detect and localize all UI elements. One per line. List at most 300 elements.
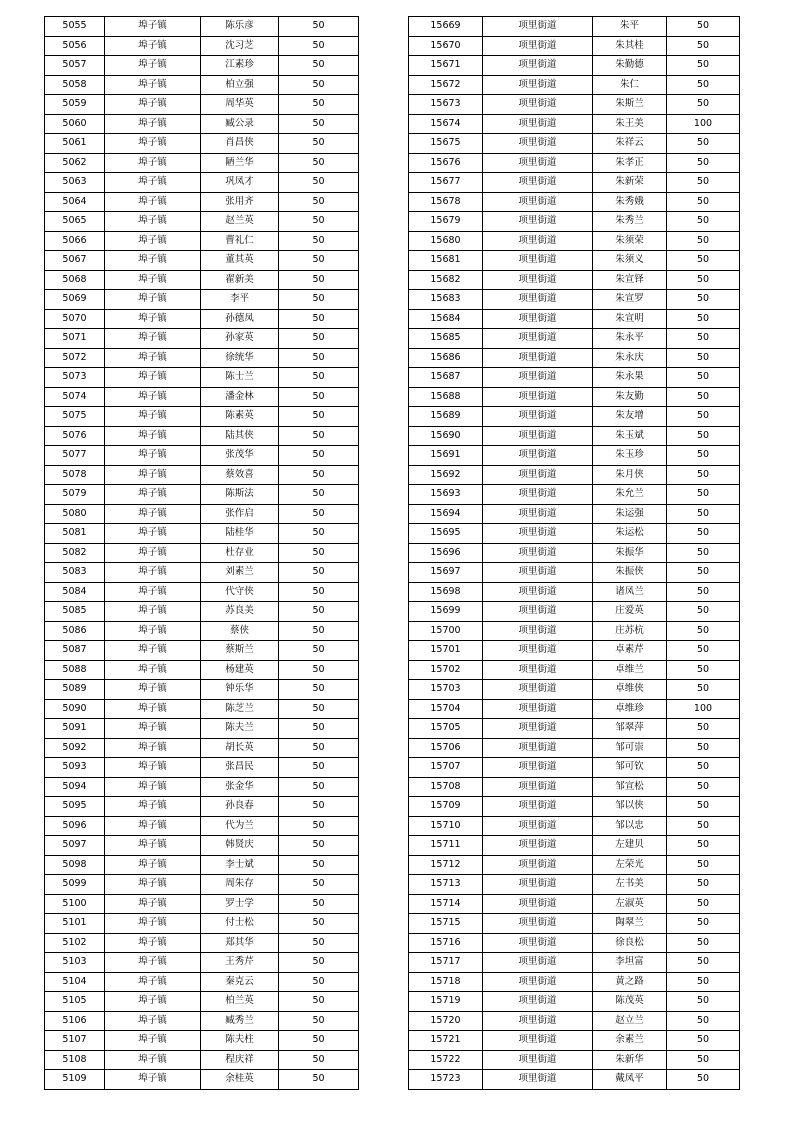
amount-cell: 50 bbox=[667, 563, 740, 583]
town-name-cell: 项里街道 bbox=[483, 465, 593, 485]
table-row bbox=[409, 1050, 740, 1070]
table-row bbox=[409, 153, 740, 173]
table-row bbox=[45, 504, 359, 524]
person-name-cell: 张昌民 bbox=[201, 758, 279, 778]
town-name-cell: 埠子镇 bbox=[105, 426, 201, 446]
town-name-cell: 项里街道 bbox=[483, 75, 593, 95]
row-number-cell: 15686 bbox=[409, 348, 483, 368]
town-name-cell: 项里街道 bbox=[483, 114, 593, 134]
row-number-cell: 15688 bbox=[409, 387, 483, 407]
table-row bbox=[409, 992, 740, 1012]
row-number-cell: 5087 bbox=[45, 641, 105, 661]
table-row bbox=[45, 348, 359, 368]
person-name-cell: 巩凤才 bbox=[201, 173, 279, 193]
amount-cell: 50 bbox=[279, 407, 359, 427]
person-name-cell: 孙良春 bbox=[201, 797, 279, 817]
table-row bbox=[409, 933, 740, 953]
amount-cell: 50 bbox=[279, 56, 359, 76]
amount-cell: 50 bbox=[279, 446, 359, 466]
table-row bbox=[409, 173, 740, 193]
row-number-cell: 15707 bbox=[409, 758, 483, 778]
amount-cell: 50 bbox=[667, 251, 740, 271]
amount-cell: 50 bbox=[279, 582, 359, 602]
person-name-cell: 罗士学 bbox=[201, 894, 279, 914]
person-name-cell: 秦克云 bbox=[201, 972, 279, 992]
person-name-cell: 邹宣松 bbox=[593, 777, 667, 797]
row-number-cell: 5062 bbox=[45, 153, 105, 173]
person-name-cell: 朱永庆 bbox=[593, 348, 667, 368]
table-row bbox=[409, 504, 740, 524]
row-number-cell: 15711 bbox=[409, 836, 483, 856]
table-row bbox=[45, 621, 359, 641]
amount-cell: 50 bbox=[279, 875, 359, 895]
row-number-cell: 15709 bbox=[409, 797, 483, 817]
town-name-cell: 项里街道 bbox=[483, 1011, 593, 1031]
table-row bbox=[45, 95, 359, 115]
table-row bbox=[409, 1011, 740, 1031]
amount-cell: 50 bbox=[279, 95, 359, 115]
person-name-cell: 陈夫兰 bbox=[201, 719, 279, 739]
person-name-cell: 苏良美 bbox=[201, 602, 279, 622]
table-row bbox=[409, 251, 740, 271]
table-row bbox=[409, 1031, 740, 1051]
person-name-cell: 朱须义 bbox=[593, 251, 667, 271]
town-name-cell: 项里街道 bbox=[483, 1070, 593, 1090]
person-name-cell: 朱玉斌 bbox=[593, 426, 667, 446]
person-name-cell: 朱新荣 bbox=[593, 173, 667, 193]
table-row bbox=[409, 738, 740, 758]
town-name-cell: 项里街道 bbox=[483, 173, 593, 193]
amount-cell: 50 bbox=[667, 855, 740, 875]
town-name-cell: 项里街道 bbox=[483, 933, 593, 953]
town-name-cell: 项里街道 bbox=[483, 875, 593, 895]
town-name-cell: 项里街道 bbox=[483, 582, 593, 602]
row-number-cell: 15670 bbox=[409, 36, 483, 56]
person-name-cell: 郑其华 bbox=[201, 933, 279, 953]
table-row bbox=[409, 641, 740, 661]
row-number-cell: 5063 bbox=[45, 173, 105, 193]
row-number-cell: 5096 bbox=[45, 816, 105, 836]
amount-cell: 50 bbox=[667, 933, 740, 953]
person-name-cell: 朱永平 bbox=[593, 329, 667, 349]
row-number-cell: 15696 bbox=[409, 543, 483, 563]
amount-cell: 50 bbox=[667, 777, 740, 797]
row-number-cell: 15683 bbox=[409, 290, 483, 310]
person-name-cell: 余素兰 bbox=[593, 1031, 667, 1051]
town-name-cell: 埠子镇 bbox=[105, 446, 201, 466]
row-number-cell: 15679 bbox=[409, 212, 483, 232]
person-name-cell: 张用齐 bbox=[201, 192, 279, 212]
town-name-cell: 项里街道 bbox=[483, 95, 593, 115]
row-number-cell: 5070 bbox=[45, 309, 105, 329]
town-name-cell: 埠子镇 bbox=[105, 836, 201, 856]
row-number-cell: 15697 bbox=[409, 563, 483, 583]
table-row bbox=[45, 231, 359, 251]
table-row bbox=[45, 875, 359, 895]
table-row bbox=[45, 914, 359, 934]
row-number-cell: 5108 bbox=[45, 1050, 105, 1070]
amount-cell: 50 bbox=[279, 348, 359, 368]
amount-cell: 50 bbox=[667, 621, 740, 641]
person-name-cell: 徐统华 bbox=[201, 348, 279, 368]
row-number-cell: 5102 bbox=[45, 933, 105, 953]
person-name-cell: 程庆祥 bbox=[201, 1050, 279, 1070]
person-name-cell: 朱月侠 bbox=[593, 465, 667, 485]
town-name-cell: 埠子镇 bbox=[105, 348, 201, 368]
row-number-cell: 15694 bbox=[409, 504, 483, 524]
amount-cell: 50 bbox=[667, 426, 740, 446]
row-number-cell: 15702 bbox=[409, 660, 483, 680]
row-number-cell: 5071 bbox=[45, 329, 105, 349]
person-name-cell: 胡长英 bbox=[201, 738, 279, 758]
table-row bbox=[409, 777, 740, 797]
town-name-cell: 埠子镇 bbox=[105, 543, 201, 563]
table-row bbox=[45, 1011, 359, 1031]
amount-cell: 50 bbox=[279, 894, 359, 914]
row-number-cell: 5091 bbox=[45, 719, 105, 739]
town-name-cell: 项里街道 bbox=[483, 719, 593, 739]
amount-cell: 50 bbox=[279, 738, 359, 758]
amount-cell: 50 bbox=[667, 758, 740, 778]
person-name-cell: 刘素兰 bbox=[201, 563, 279, 583]
table-row bbox=[45, 56, 359, 76]
person-name-cell: 张作启 bbox=[201, 504, 279, 524]
table-row bbox=[45, 17, 359, 37]
row-number-cell: 5105 bbox=[45, 992, 105, 1012]
town-name-cell: 项里街道 bbox=[483, 621, 593, 641]
table-row bbox=[409, 95, 740, 115]
town-name-cell: 项里街道 bbox=[483, 231, 593, 251]
town-name-cell: 项里街道 bbox=[483, 699, 593, 719]
person-name-cell: 左书美 bbox=[593, 875, 667, 895]
table-row bbox=[45, 387, 359, 407]
row-number-cell: 5074 bbox=[45, 387, 105, 407]
amount-cell: 50 bbox=[279, 602, 359, 622]
table-row bbox=[45, 173, 359, 193]
amount-cell: 50 bbox=[279, 465, 359, 485]
town-name-cell: 埠子镇 bbox=[105, 602, 201, 622]
amount-cell: 50 bbox=[667, 270, 740, 290]
person-name-cell: 朱平 bbox=[593, 17, 667, 37]
town-name-cell: 项里街道 bbox=[483, 36, 593, 56]
town-name-cell: 埠子镇 bbox=[105, 17, 201, 37]
table-row bbox=[409, 56, 740, 76]
row-number-cell: 5066 bbox=[45, 231, 105, 251]
table-row bbox=[45, 270, 359, 290]
row-number-cell: 15691 bbox=[409, 446, 483, 466]
row-number-cell: 5059 bbox=[45, 95, 105, 115]
amount-cell: 50 bbox=[279, 368, 359, 388]
town-name-cell: 埠子镇 bbox=[105, 465, 201, 485]
table-row bbox=[45, 368, 359, 388]
amount-cell: 50 bbox=[667, 348, 740, 368]
town-name-cell: 项里街道 bbox=[483, 270, 593, 290]
row-number-cell: 15692 bbox=[409, 465, 483, 485]
person-name-cell: 邹可崇 bbox=[593, 738, 667, 758]
amount-cell: 50 bbox=[667, 894, 740, 914]
person-name-cell: 陈士兰 bbox=[201, 368, 279, 388]
person-name-cell: 邹可钦 bbox=[593, 758, 667, 778]
person-name-cell: 陈斯法 bbox=[201, 485, 279, 505]
town-name-cell: 项里街道 bbox=[483, 641, 593, 661]
person-name-cell: 蔡效喜 bbox=[201, 465, 279, 485]
table-row bbox=[45, 777, 359, 797]
person-name-cell: 陶翠兰 bbox=[593, 914, 667, 934]
row-number-cell: 5100 bbox=[45, 894, 105, 914]
person-name-cell: 李平 bbox=[201, 290, 279, 310]
table-row bbox=[45, 426, 359, 446]
row-number-cell: 15698 bbox=[409, 582, 483, 602]
amount-cell: 50 bbox=[279, 524, 359, 544]
amount-cell: 50 bbox=[279, 1050, 359, 1070]
table-row bbox=[409, 758, 740, 778]
person-name-cell: 柏兰英 bbox=[201, 992, 279, 1012]
table-row bbox=[45, 524, 359, 544]
town-name-cell: 项里街道 bbox=[483, 387, 593, 407]
row-number-cell: 5077 bbox=[45, 446, 105, 466]
row-number-cell: 5073 bbox=[45, 368, 105, 388]
amount-cell: 50 bbox=[279, 816, 359, 836]
row-number-cell: 5057 bbox=[45, 56, 105, 76]
table-row bbox=[409, 329, 740, 349]
person-name-cell: 卓维兰 bbox=[593, 660, 667, 680]
row-number-cell: 15690 bbox=[409, 426, 483, 446]
town-name-cell: 埠子镇 bbox=[105, 738, 201, 758]
row-number-cell: 5055 bbox=[45, 17, 105, 37]
table-row bbox=[409, 972, 740, 992]
amount-cell: 50 bbox=[667, 56, 740, 76]
table-row bbox=[409, 855, 740, 875]
table-row bbox=[45, 894, 359, 914]
table-row bbox=[45, 251, 359, 271]
row-number-cell: 15701 bbox=[409, 641, 483, 661]
person-name-cell: 朱运松 bbox=[593, 524, 667, 544]
row-number-cell: 15712 bbox=[409, 855, 483, 875]
town-name-cell: 埠子镇 bbox=[105, 114, 201, 134]
amount-cell: 50 bbox=[279, 1070, 359, 1090]
amount-cell: 50 bbox=[667, 36, 740, 56]
town-name-cell: 项里街道 bbox=[483, 777, 593, 797]
table-row bbox=[45, 660, 359, 680]
table-row bbox=[45, 738, 359, 758]
amount-cell: 50 bbox=[279, 114, 359, 134]
row-number-cell: 5094 bbox=[45, 777, 105, 797]
town-name-cell: 埠子镇 bbox=[105, 699, 201, 719]
town-name-cell: 埠子镇 bbox=[105, 777, 201, 797]
amount-cell: 50 bbox=[667, 134, 740, 154]
town-name-cell: 埠子镇 bbox=[105, 582, 201, 602]
person-name-cell: 朱友勤 bbox=[593, 387, 667, 407]
table-row bbox=[409, 36, 740, 56]
amount-cell: 50 bbox=[279, 797, 359, 817]
row-number-cell: 15721 bbox=[409, 1031, 483, 1051]
person-name-cell: 韩贤庆 bbox=[201, 836, 279, 856]
town-name-cell: 埠子镇 bbox=[105, 894, 201, 914]
town-name-cell: 项里街道 bbox=[483, 524, 593, 544]
town-name-cell: 项里街道 bbox=[483, 894, 593, 914]
amount-cell: 50 bbox=[667, 75, 740, 95]
table-row bbox=[409, 192, 740, 212]
town-name-cell: 项里街道 bbox=[483, 738, 593, 758]
amount-cell: 50 bbox=[279, 290, 359, 310]
person-name-cell: 陈茂英 bbox=[593, 992, 667, 1012]
amount-cell: 50 bbox=[667, 465, 740, 485]
town-name-cell: 埠子镇 bbox=[105, 329, 201, 349]
table-row bbox=[45, 933, 359, 953]
amount-cell: 50 bbox=[279, 953, 359, 973]
row-number-cell: 15687 bbox=[409, 368, 483, 388]
table-row bbox=[45, 407, 359, 427]
row-number-cell: 5098 bbox=[45, 855, 105, 875]
row-number-cell: 15682 bbox=[409, 270, 483, 290]
town-name-cell: 埠子镇 bbox=[105, 387, 201, 407]
town-name-cell: 埠子镇 bbox=[105, 173, 201, 193]
table-row bbox=[45, 485, 359, 505]
table-row bbox=[45, 1050, 359, 1070]
table-row bbox=[409, 719, 740, 739]
town-name-cell: 埠子镇 bbox=[105, 1031, 201, 1051]
row-number-cell: 15693 bbox=[409, 485, 483, 505]
table-row bbox=[409, 368, 740, 388]
person-name-cell: 朱新华 bbox=[593, 1050, 667, 1070]
row-number-cell: 5072 bbox=[45, 348, 105, 368]
town-name-cell: 项里街道 bbox=[483, 758, 593, 778]
row-number-cell: 5090 bbox=[45, 699, 105, 719]
person-name-cell: 付士松 bbox=[201, 914, 279, 934]
amount-cell: 50 bbox=[279, 641, 359, 661]
town-name-cell: 埠子镇 bbox=[105, 914, 201, 934]
amount-cell: 50 bbox=[667, 1031, 740, 1051]
table-row bbox=[409, 114, 740, 134]
person-name-cell: 卓维侠 bbox=[593, 680, 667, 700]
amount-cell: 50 bbox=[667, 641, 740, 661]
person-name-cell: 朱秀娥 bbox=[593, 192, 667, 212]
amount-cell: 50 bbox=[279, 699, 359, 719]
table-row bbox=[45, 36, 359, 56]
row-number-cell: 5064 bbox=[45, 192, 105, 212]
amount-cell: 50 bbox=[667, 407, 740, 427]
table-row bbox=[45, 719, 359, 739]
row-number-cell: 15684 bbox=[409, 309, 483, 329]
table-row bbox=[409, 426, 740, 446]
row-number-cell: 15705 bbox=[409, 719, 483, 739]
row-number-cell: 5081 bbox=[45, 524, 105, 544]
table-row bbox=[409, 212, 740, 232]
table-row bbox=[409, 134, 740, 154]
row-number-cell: 15700 bbox=[409, 621, 483, 641]
person-name-cell: 杜存业 bbox=[201, 543, 279, 563]
table-row bbox=[409, 797, 740, 817]
town-name-cell: 项里街道 bbox=[483, 329, 593, 349]
row-number-cell: 15708 bbox=[409, 777, 483, 797]
town-name-cell: 项里街道 bbox=[483, 972, 593, 992]
table-row bbox=[409, 231, 740, 251]
row-number-cell: 15674 bbox=[409, 114, 483, 134]
amount-cell: 50 bbox=[279, 251, 359, 271]
table-row bbox=[409, 816, 740, 836]
amount-cell: 50 bbox=[279, 1011, 359, 1031]
town-name-cell: 项里街道 bbox=[483, 309, 593, 329]
town-name-cell: 埠子镇 bbox=[105, 992, 201, 1012]
table-row bbox=[409, 270, 740, 290]
town-name-cell: 项里街道 bbox=[483, 446, 593, 466]
town-name-cell: 项里街道 bbox=[483, 602, 593, 622]
table-row bbox=[409, 407, 740, 427]
town-name-cell: 项里街道 bbox=[483, 134, 593, 154]
town-name-cell: 项里街道 bbox=[483, 543, 593, 563]
table-row bbox=[409, 894, 740, 914]
amount-cell: 50 bbox=[279, 660, 359, 680]
table-row bbox=[45, 1070, 359, 1090]
person-name-cell: 蔡侠 bbox=[201, 621, 279, 641]
table-row bbox=[45, 192, 359, 212]
person-name-cell: 诸凤兰 bbox=[593, 582, 667, 602]
amount-cell: 50 bbox=[667, 1011, 740, 1031]
table-row bbox=[409, 621, 740, 641]
town-name-cell: 项里街道 bbox=[483, 290, 593, 310]
person-name-cell: 朱宣铎 bbox=[593, 270, 667, 290]
amount-cell: 50 bbox=[667, 387, 740, 407]
row-number-cell: 5109 bbox=[45, 1070, 105, 1090]
amount-cell: 50 bbox=[667, 212, 740, 232]
table-row bbox=[45, 75, 359, 95]
row-number-cell: 15672 bbox=[409, 75, 483, 95]
town-name-cell: 埠子镇 bbox=[105, 641, 201, 661]
town-name-cell: 项里街道 bbox=[483, 1050, 593, 1070]
row-number-cell: 15719 bbox=[409, 992, 483, 1012]
table-row bbox=[45, 290, 359, 310]
row-number-cell: 5088 bbox=[45, 660, 105, 680]
table-row bbox=[45, 1031, 359, 1051]
table-row bbox=[45, 582, 359, 602]
person-name-cell: 臧公录 bbox=[201, 114, 279, 134]
amount-cell: 50 bbox=[279, 270, 359, 290]
amount-cell: 50 bbox=[667, 485, 740, 505]
row-number-cell: 5082 bbox=[45, 543, 105, 563]
amount-cell: 50 bbox=[279, 543, 359, 563]
person-name-cell: 戴凤平 bbox=[593, 1070, 667, 1090]
town-name-cell: 项里街道 bbox=[483, 816, 593, 836]
town-name-cell: 埠子镇 bbox=[105, 153, 201, 173]
town-name-cell: 项里街道 bbox=[483, 368, 593, 388]
row-number-cell: 5058 bbox=[45, 75, 105, 95]
person-name-cell: 朱宣罗 bbox=[593, 290, 667, 310]
amount-cell: 50 bbox=[667, 153, 740, 173]
amount-cell: 50 bbox=[279, 36, 359, 56]
row-number-cell: 5101 bbox=[45, 914, 105, 934]
table-row bbox=[45, 602, 359, 622]
amount-cell: 50 bbox=[279, 992, 359, 1012]
town-name-cell: 项里街道 bbox=[483, 212, 593, 232]
town-name-cell: 埠子镇 bbox=[105, 953, 201, 973]
row-number-cell: 5099 bbox=[45, 875, 105, 895]
person-name-cell: 臧秀兰 bbox=[201, 1011, 279, 1031]
town-name-cell: 埠子镇 bbox=[105, 875, 201, 895]
person-name-cell: 蔡斯兰 bbox=[201, 641, 279, 661]
table-row bbox=[45, 465, 359, 485]
person-name-cell: 卓维珍 bbox=[593, 699, 667, 719]
town-name-cell: 埠子镇 bbox=[105, 621, 201, 641]
person-name-cell: 庄爱英 bbox=[593, 602, 667, 622]
town-name-cell: 项里街道 bbox=[483, 563, 593, 583]
town-name-cell: 埠子镇 bbox=[105, 524, 201, 544]
row-number-cell: 15669 bbox=[409, 17, 483, 37]
person-name-cell: 陈乐彦 bbox=[201, 17, 279, 37]
table-row bbox=[409, 660, 740, 680]
amount-cell: 50 bbox=[279, 153, 359, 173]
town-name-cell: 埠子镇 bbox=[105, 660, 201, 680]
amount-cell: 50 bbox=[667, 738, 740, 758]
